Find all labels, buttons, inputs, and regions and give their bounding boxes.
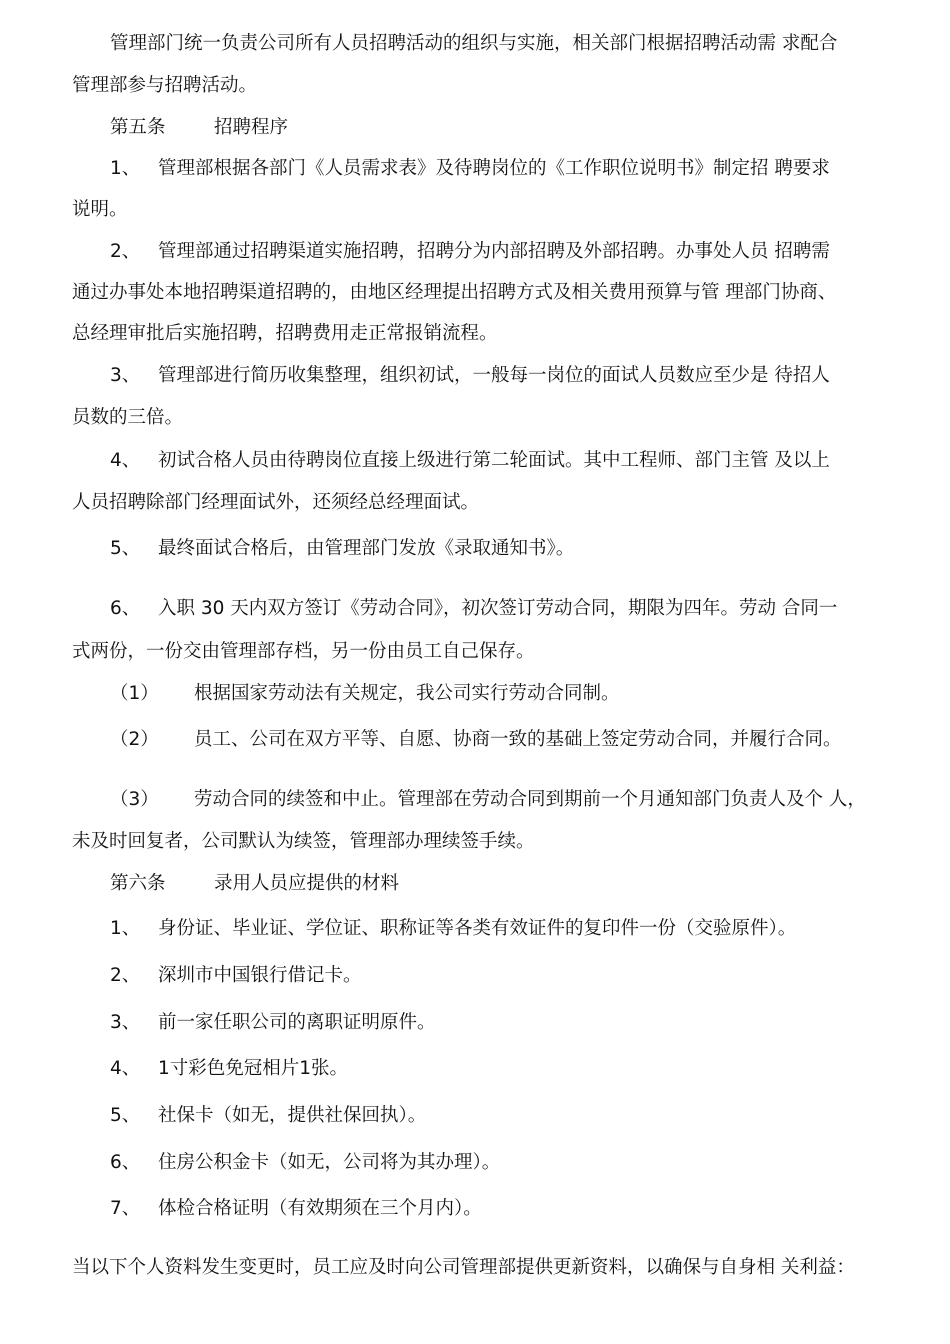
sub-item-number: （3）	[110, 789, 159, 810]
item-text: 管理部通过招聘渠道实施招聘，招聘分为内部招聘及外部招聘。办事处人员 招聘需	[158, 241, 830, 262]
item-number: 2、	[110, 965, 141, 986]
sub-item	[110, 682, 620, 706]
list-item	[110, 1011, 436, 1035]
list-item	[110, 1151, 500, 1175]
text: 管理部门统一负责公司所有人员招聘活动的组织与实施，相关部门根据招聘活动需 求配合	[110, 33, 838, 54]
sub-item-text: 劳动合同的续签和中止。管理部在劳动合同到期前一个月通知部门负责人及个 人，	[194, 789, 866, 810]
sub-item-number: （2）	[110, 729, 159, 750]
list-item	[110, 240, 830, 264]
paragraph-line	[72, 830, 535, 854]
paragraph-line	[110, 32, 837, 56]
paragraph-line	[72, 281, 836, 305]
item-number: 4、	[110, 450, 141, 471]
list-item	[110, 1197, 482, 1221]
item-number: 6、	[110, 1152, 141, 1173]
text: 员数的三倍。	[72, 407, 184, 428]
item-text: 最终面试合格后，由管理部门发放《录取通知书》。	[158, 538, 575, 559]
item-text: 社保卡（如无，提供社保回执）。	[158, 1105, 427, 1126]
item-number: 3、	[110, 1012, 141, 1033]
paragraph-line	[72, 640, 535, 664]
text: 通过办事处本地招聘渠道招聘的，由地区经理提出招聘方式及相关费用预算与管 理部门协商、	[72, 282, 837, 303]
list-item	[110, 964, 362, 988]
paragraph-line	[72, 322, 498, 346]
item-number: 1、	[110, 158, 141, 179]
list-item	[110, 157, 830, 181]
list-item	[110, 597, 837, 621]
item-number: 5、	[110, 1105, 141, 1126]
text: 总经理审批后实施招聘，招聘费用走正常报销流程。	[72, 323, 498, 344]
sub-item	[110, 728, 842, 752]
article-heading	[110, 116, 288, 140]
paragraph-line	[72, 198, 128, 222]
article-number: 第五条	[110, 117, 166, 138]
list-item	[110, 449, 830, 473]
paragraph-line	[72, 491, 479, 515]
item-number: 4、	[110, 1058, 141, 1079]
sub-item-text: 根据国家劳动法有关规定，我公司实行劳动合同制。	[194, 683, 620, 704]
sub-item-text: 员工、公司在双方平等、自愿、协商一致的基础上签定劳动合同，并履行合同。	[194, 729, 842, 750]
list-item	[110, 537, 574, 561]
text: 管理部参与招聘活动。	[72, 75, 258, 96]
item-number: 6、	[110, 598, 141, 619]
item-number: 1、	[110, 918, 141, 939]
item-number: 7、	[110, 1198, 141, 1219]
text: 未及时回复者，公司默认为续签，管理部办理续签手续。	[72, 831, 535, 852]
item-text: 身份证、毕业证、学位证、职称证等各类有效证件的复印件一份（交验原件）。	[158, 918, 797, 939]
sub-item-number: （1）	[110, 683, 159, 704]
item-text: 体检合格证明（有效期须在三个月内）。	[158, 1198, 482, 1219]
item-text: 深圳市中国银行借记卡。	[158, 965, 362, 986]
paragraph-line	[72, 1256, 855, 1280]
text: 说明。	[72, 199, 128, 220]
article-heading	[110, 872, 399, 896]
article-number: 第六条	[110, 873, 166, 894]
item-number: 5、	[110, 538, 141, 559]
paragraph-line	[72, 74, 257, 98]
item-number: 2、	[110, 241, 141, 262]
item-text: 入职 30 天内双方签订《劳动合同》，初次签订劳动合同，期限为四年。劳动 合同一	[158, 598, 838, 619]
text: 式两份，一份交由管理部存档，另一份由员工自己保存。	[72, 641, 535, 662]
paragraph-line	[72, 406, 183, 430]
list-item	[110, 364, 830, 388]
item-text: 管理部根据各部门《人员需求表》及待聘岗位的《工作职位说明书》制定招 聘要求	[158, 158, 830, 179]
article-title: 录用人员应提供的材料	[214, 873, 400, 894]
item-text: 初试合格人员由待聘岗位直接上级进行第二轮面试。其中工程师、部门主管 及以上	[158, 450, 830, 471]
item-text: 1寸彩色免冠相片1张。	[158, 1058, 349, 1079]
sub-item	[110, 788, 866, 812]
item-text: 管理部进行简历收集整理，组织初试，一般每一岗位的面试人员数应至少是 待招人	[158, 365, 830, 386]
item-number: 3、	[110, 365, 141, 386]
text: 人员招聘除部门经理面试外，还须经总经理面试。	[72, 492, 480, 513]
item-text: 住房公积金卡（如无，公司将为其办理）。	[158, 1152, 501, 1173]
list-item	[110, 917, 796, 941]
item-text: 前一家任职公司的离职证明原件。	[158, 1012, 436, 1033]
list-item	[110, 1104, 426, 1128]
article-title: 招聘程序	[214, 117, 289, 138]
text: 当以下个人资料发生变更时，员工应及时向公司管理部提供更新资料，以确保与自身相 关利益：	[72, 1257, 855, 1278]
list-item	[110, 1057, 348, 1081]
